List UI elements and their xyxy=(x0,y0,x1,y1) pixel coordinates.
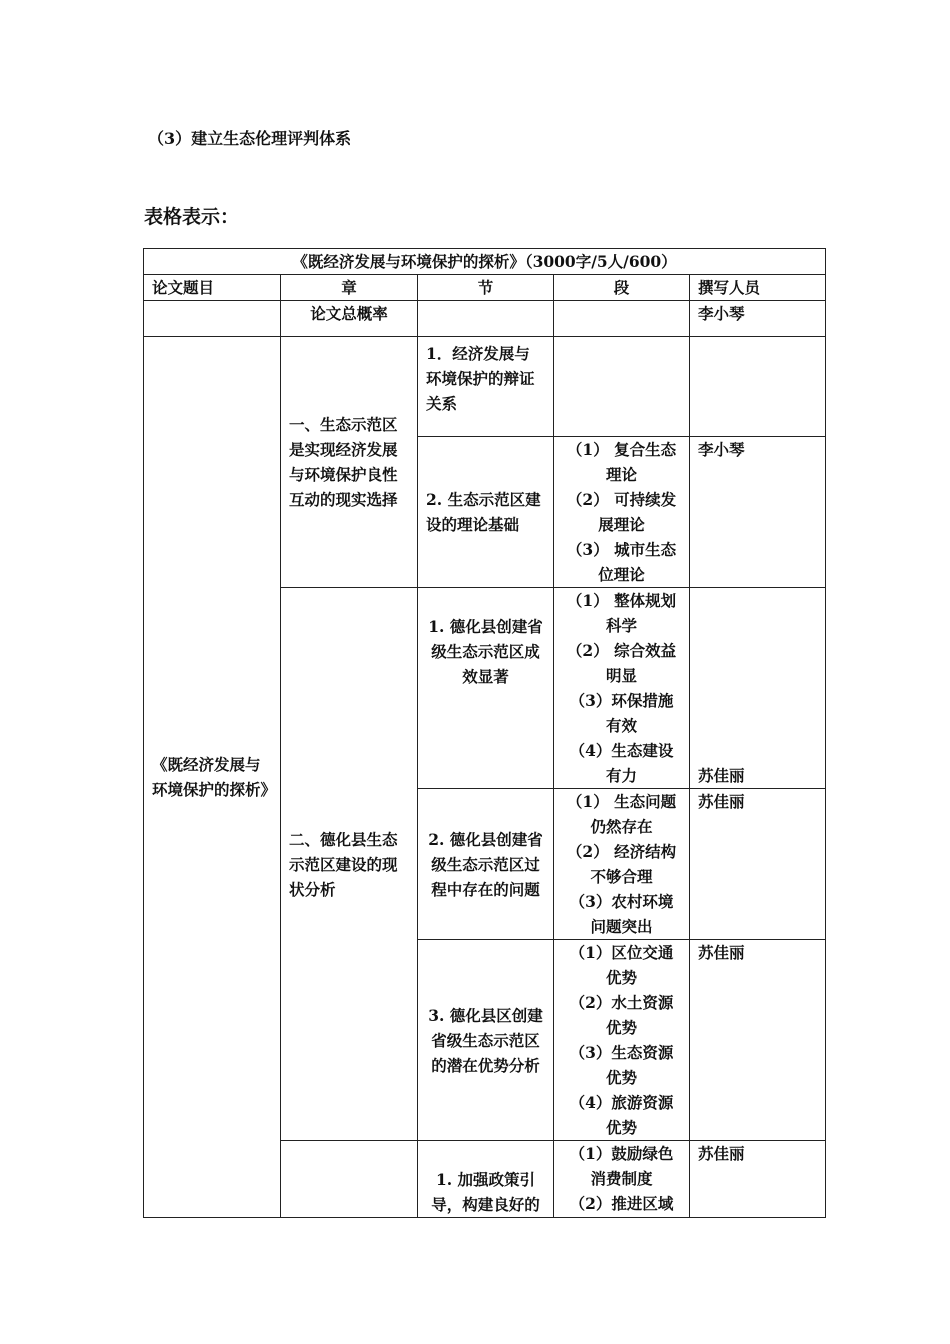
paragraph-item: （3） 城市生态位理论 xyxy=(566,540,677,584)
chapter-1-section-1-paragraphs xyxy=(554,337,690,437)
paragraph-item: （2） 经济结构不够合理 xyxy=(566,842,677,886)
table-intro-label: 表格表示： xyxy=(144,206,240,228)
chapter-1-section-1: 1．经济发展与环境保护的辩证关系 xyxy=(418,337,554,437)
paragraph-item: （4）生态建设有力 xyxy=(569,741,674,785)
overview-chapter: 论文总概率 xyxy=(281,301,418,337)
chapter-2-section-3-paragraphs xyxy=(554,940,690,1141)
paragraph-item: （1） 复合生态理论 xyxy=(566,440,677,484)
table-title: 《既经济发展与环境保护的探析》（3000字/5人/600） xyxy=(144,249,826,275)
chapter-1-section-2: 2. 生态示范区建设的理论基础 xyxy=(418,437,554,588)
overview-paragraph-cell xyxy=(554,301,690,337)
paragraph-item: （3）农村环境问题突出 xyxy=(569,892,674,936)
chapter-2-section-1: 1. 德化县创建省级生态示范区成效显著 xyxy=(418,588,554,789)
chapter-3-section-1: 1. 加强政策引导，构建良好的 xyxy=(418,1141,554,1218)
chapter-3-section-1-paragraphs xyxy=(554,1141,690,1218)
paragraph-item: （3）环保措施有效 xyxy=(569,691,674,735)
paragraph-item: （1） 生态问题仍然存在 xyxy=(566,792,677,836)
header-section: 节 xyxy=(418,275,554,301)
chapter-2-section-1-paragraphs xyxy=(554,588,690,789)
overview-author: 李小琴 xyxy=(690,301,826,337)
header-chapter: 章 xyxy=(281,275,418,301)
header-paragraph: 段 xyxy=(554,275,690,301)
chapter-2-title: 二、德化县生态示范区建设的现状分析 xyxy=(281,588,418,1141)
chapter-3-section-1-author: 苏佳丽 xyxy=(690,1141,826,1218)
chapter-1-section-1-author xyxy=(690,337,826,437)
paragraph-item: （1）鼓励绿色消费制度 xyxy=(569,1144,674,1188)
header-paper-title: 论文题目 xyxy=(144,275,281,301)
section-heading: （3）建立生态伦理评判体系 xyxy=(148,129,352,148)
paragraph-item: （2） 综合效益明显 xyxy=(566,641,677,685)
outline-table xyxy=(143,248,826,1218)
paragraph-item: （3）生态资源优势 xyxy=(569,1043,674,1087)
chapter-2-section-1-author: 苏佳丽 xyxy=(690,588,826,789)
chapter-1-section-2-paragraphs xyxy=(554,437,690,588)
paper-title-cell: 《既经济发展与环境保护的探析》 xyxy=(144,337,281,1218)
paragraph-item: （1）区位交通优势 xyxy=(569,943,674,987)
chapter-2-section-3: 3. 德化县区创建省级生态示范区的潜在优势分析 xyxy=(418,940,554,1141)
chapter-3-title xyxy=(281,1141,418,1218)
overview-paper-cell xyxy=(144,301,281,337)
chapter-2-section-2-paragraphs xyxy=(554,789,690,940)
chapter-1-section-2-author: 李小琴 xyxy=(690,437,826,588)
paragraph-item: （2） 可持续发展理论 xyxy=(566,490,677,534)
paragraph-item: （2）水土资源优势 xyxy=(569,993,674,1037)
chapter-2-section-3-author: 苏佳丽 xyxy=(690,940,826,1141)
header-author: 撰写人员 xyxy=(690,275,826,301)
chapter-2-section-2: 2. 德化县创建省级生态示范区过程中存在的问题 xyxy=(418,789,554,940)
paragraph-item: （2）推进区域 xyxy=(569,1194,674,1213)
overview-section-cell xyxy=(418,301,554,337)
chapter-2-section-2-author: 苏佳丽 xyxy=(690,789,826,940)
paragraph-item: （4）旅游资源优势 xyxy=(569,1093,674,1137)
paragraph-item: （1） 整体规划科学 xyxy=(566,591,677,635)
chapter-1-title: 一、生态示范区是实现经济发展与环境保护良性互动的现实选择 xyxy=(281,337,418,588)
